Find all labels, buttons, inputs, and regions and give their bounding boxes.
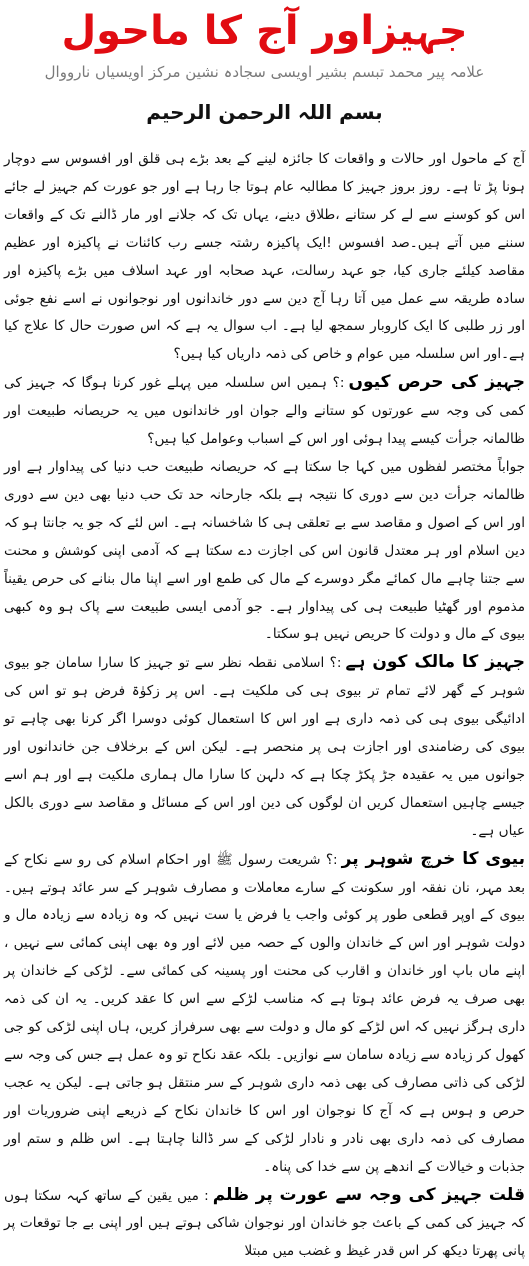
bismillah: بسم اللہ الرحمن الرحیم — [146, 100, 383, 124]
paragraph-text: :؟ ہمیں اس سلسلہ میں پہلے غور کرنا ہوگا کہ جہیز کی کمی کی وجہ سے عورتوں کو ستانے والے جوان اور خاندانوں میں یہ حریصانہ طبیعت اور ظالمانہ جرأت کیسے پیدا ہوئی اور اس کے اسباب وعوامل کیا ہیں؟ — [4, 375, 525, 448]
author-line: علامہ پیر محمد تبسم بشیر اویسی سجادہ نشین مرکز اویسیاں نارووال — [44, 63, 485, 81]
article-body — [4, 146, 525, 1266]
paragraph-ownership — [4, 649, 525, 845]
paragraph-text: :؟ اسلامی نقطہ نظر سے تو جہیز کا سارا سامان جو بیوی شوہر کے گھر لائے تمام تر بیوی ہی کی ملکیت ہے۔ اس پر زکوٰۃ فرض ہو تو اس کی ادائیگی بیوی ہی کی ذمہ داری ہے اور اس کا استعمال کوئی دوسرا اگر کرنا بھی چاہے تو بیوی کی رضامندی اور اجازت ہی پر منحصر ہے۔ لیکن اس کے برخلاف جن خاندانوں اور جوانوں میں یہ عقیدہ جڑ پکڑ چکا ہے کہ دلہن کا سارا مال ہماری ملکیت ہے اور ہم اسے جیسے چاہیں استعمال کریں ان لوگوں کی دین اور اس کے مسائل و مقاصد سے دوری بالکل عیاں ہے۔ — [4, 655, 525, 839]
paragraph-greed-reason — [4, 369, 525, 454]
paragraph-text: : میں یقین کے ساتھ کہہ سکتا ہوں کہ جہیز کی کمی کے باعث جو خاندان اور نوجوان شاکی ہوتے ہیں اور اپنی بے جا توقعات پر پانی پھرتا دیکھ کر اس قدر غیظ و غضب میں مبتلا — [4, 1187, 525, 1260]
paragraph-oppression — [4, 1182, 525, 1266]
paragraph-intro — [4, 146, 525, 369]
article-title: جہیزاور آج کا ماحول — [61, 8, 468, 54]
section-heading-greed: جہیز کی حرص کیوں — [348, 372, 525, 393]
paragraph-answer — [4, 454, 525, 649]
section-heading-ownership: جہیز کا مالک کون ہے — [345, 652, 525, 673]
paragraph-husband-expense — [4, 846, 525, 1182]
paragraph-text: جواباً مختصر لفظوں میں کہا جا سکتا ہے کہ حریصانہ طبیعت حب دنیا کی پیداوار ہے اور ظالمانہ جرأت دین سے دوری کا نتیجہ ہے بلکہ جارحانہ حد تک حب دنیا بھی دین سے دوری اور اس کے اصول و مقاصد سے بے تعلقی ہی کا شاخسانہ ہے۔ اس لئے کہ جو یہ جانتا ہو کہ دین اسلام اور ہر معتدل قانون اس کی اجازت دے سکتا ہے کہ آدمی اپنی کوشش و محنت سے جتنا چاہے مال کمائے مگر دوسرے کے مال کی طمع اور اسے اپنا مال بنانے کی حرص یقیناً مذموم اور گھٹیا طبیعت ہی کی پیداوار ہے۔ جو آدمی ایسی طبیعت سے پاک ہو وہ کبھی بیوی کے مال و دولت کا حریص نہیں ہو سکتا۔ — [4, 458, 525, 643]
section-heading-oppression: قلت جہیز کی وجہ سے عورت پر ظلم — [212, 1184, 525, 1205]
paragraph-text: آج کے ماحول اور حالات و واقعات کا جائزہ لینے کے بعد بڑے ہی قلق اور افسوس سے دوچار ہونا پڑ تا ہے۔ روز بروز جہیز کا مطالبہ عام ہوتا جا رہا ہے اور جو عورت کم جہیز لے جائے اس کو کوسنے سے لے کر ستانے ،طلاق دینے، یہاں تک کہ جلانے اور مار ڈالنے تک کے واقعات سننے میں آتے ہیں۔صد افسوس !ایک پاکیزہ رشتہ جسے رب کائنات نے پاکیزہ اور عظیم مقاصد کیلئے جاری کیا، جو عہد رسالت، عہد صحابہ اور عہد اسلاف میں بڑے پاکیزہ اور سادہ طریقہ سے عمل میں آتا رہا آج دین سے دور خاندانوں اور نوجوانوں نے اسے نفع جوئی اور زر طلبی کا ایک کاروبار سمجھ لیا ہے۔ اب سوال یہ ہے کہ اس صورت حال کا علاج کیا ہے۔اور اس سلسلہ میں عوام و خاص کی ذمہ داریاں کیا ہیں؟ — [4, 151, 526, 363]
paragraph-text: :؟ شریعت رسول ﷺ اور احکام اسلام کی رو سے نکاح کے بعد مہر، نان نفقہ اور سکونت کے سارے معاملات و مصارف شوہر کے سر عائد ہوتے ہیں۔ بیوی کے اوپر قطعی طور پر کوئی واجب یا فرض یا ست نہیں کہ وہ زیادہ سے زیادہ مال و دولت شوہر اور اس کے خاندان والوں کے حصہ میں لائے اور وہ بھی اپنی کمائی سے نہیں ، اپنے ماں باپ اور خاندان و اقارب کی محنت اور پسینہ کی کمائی سے۔ لڑکی کے خاندان پر بھی صرف یہ فرض عائد ہوتا ہے کہ مناسب لڑکے سے اس کا عقد کریں۔ یہ ان کی ذمہ داری ہرگز نہیں کہ اس لڑکے کو مال و دولت سے بھی سرفراز کریں، ہاں اپنی لڑکی کو جی کھول کر زیادہ سے زیادہ سامان سے نوازیں۔ بلکہ عقد نکاح تو وہ عمل ہے جس کی وجہ سے لڑکی کی ذاتی مصارف کی بھی ذمہ داری شوہر کے سر منتقل ہو جاتی ہے۔ لیکن یہ عجب حرص و ہوس ہے کہ آج کا نوجوان اور اس کا خاندان نکاح کے ذریعے اپنی ضروریات اور مصارف کی ذمہ داری بھی نادر و نادار لڑکی کے سر ڈالنا چاہتا ہے۔ اس ظلم و ستم اور جذبات و خیالات کے اندھے پن سے خدا کی پناہ۔ — [4, 851, 525, 1175]
section-heading-expense: بیوی کا خرچ شوہر پر — [341, 848, 525, 869]
